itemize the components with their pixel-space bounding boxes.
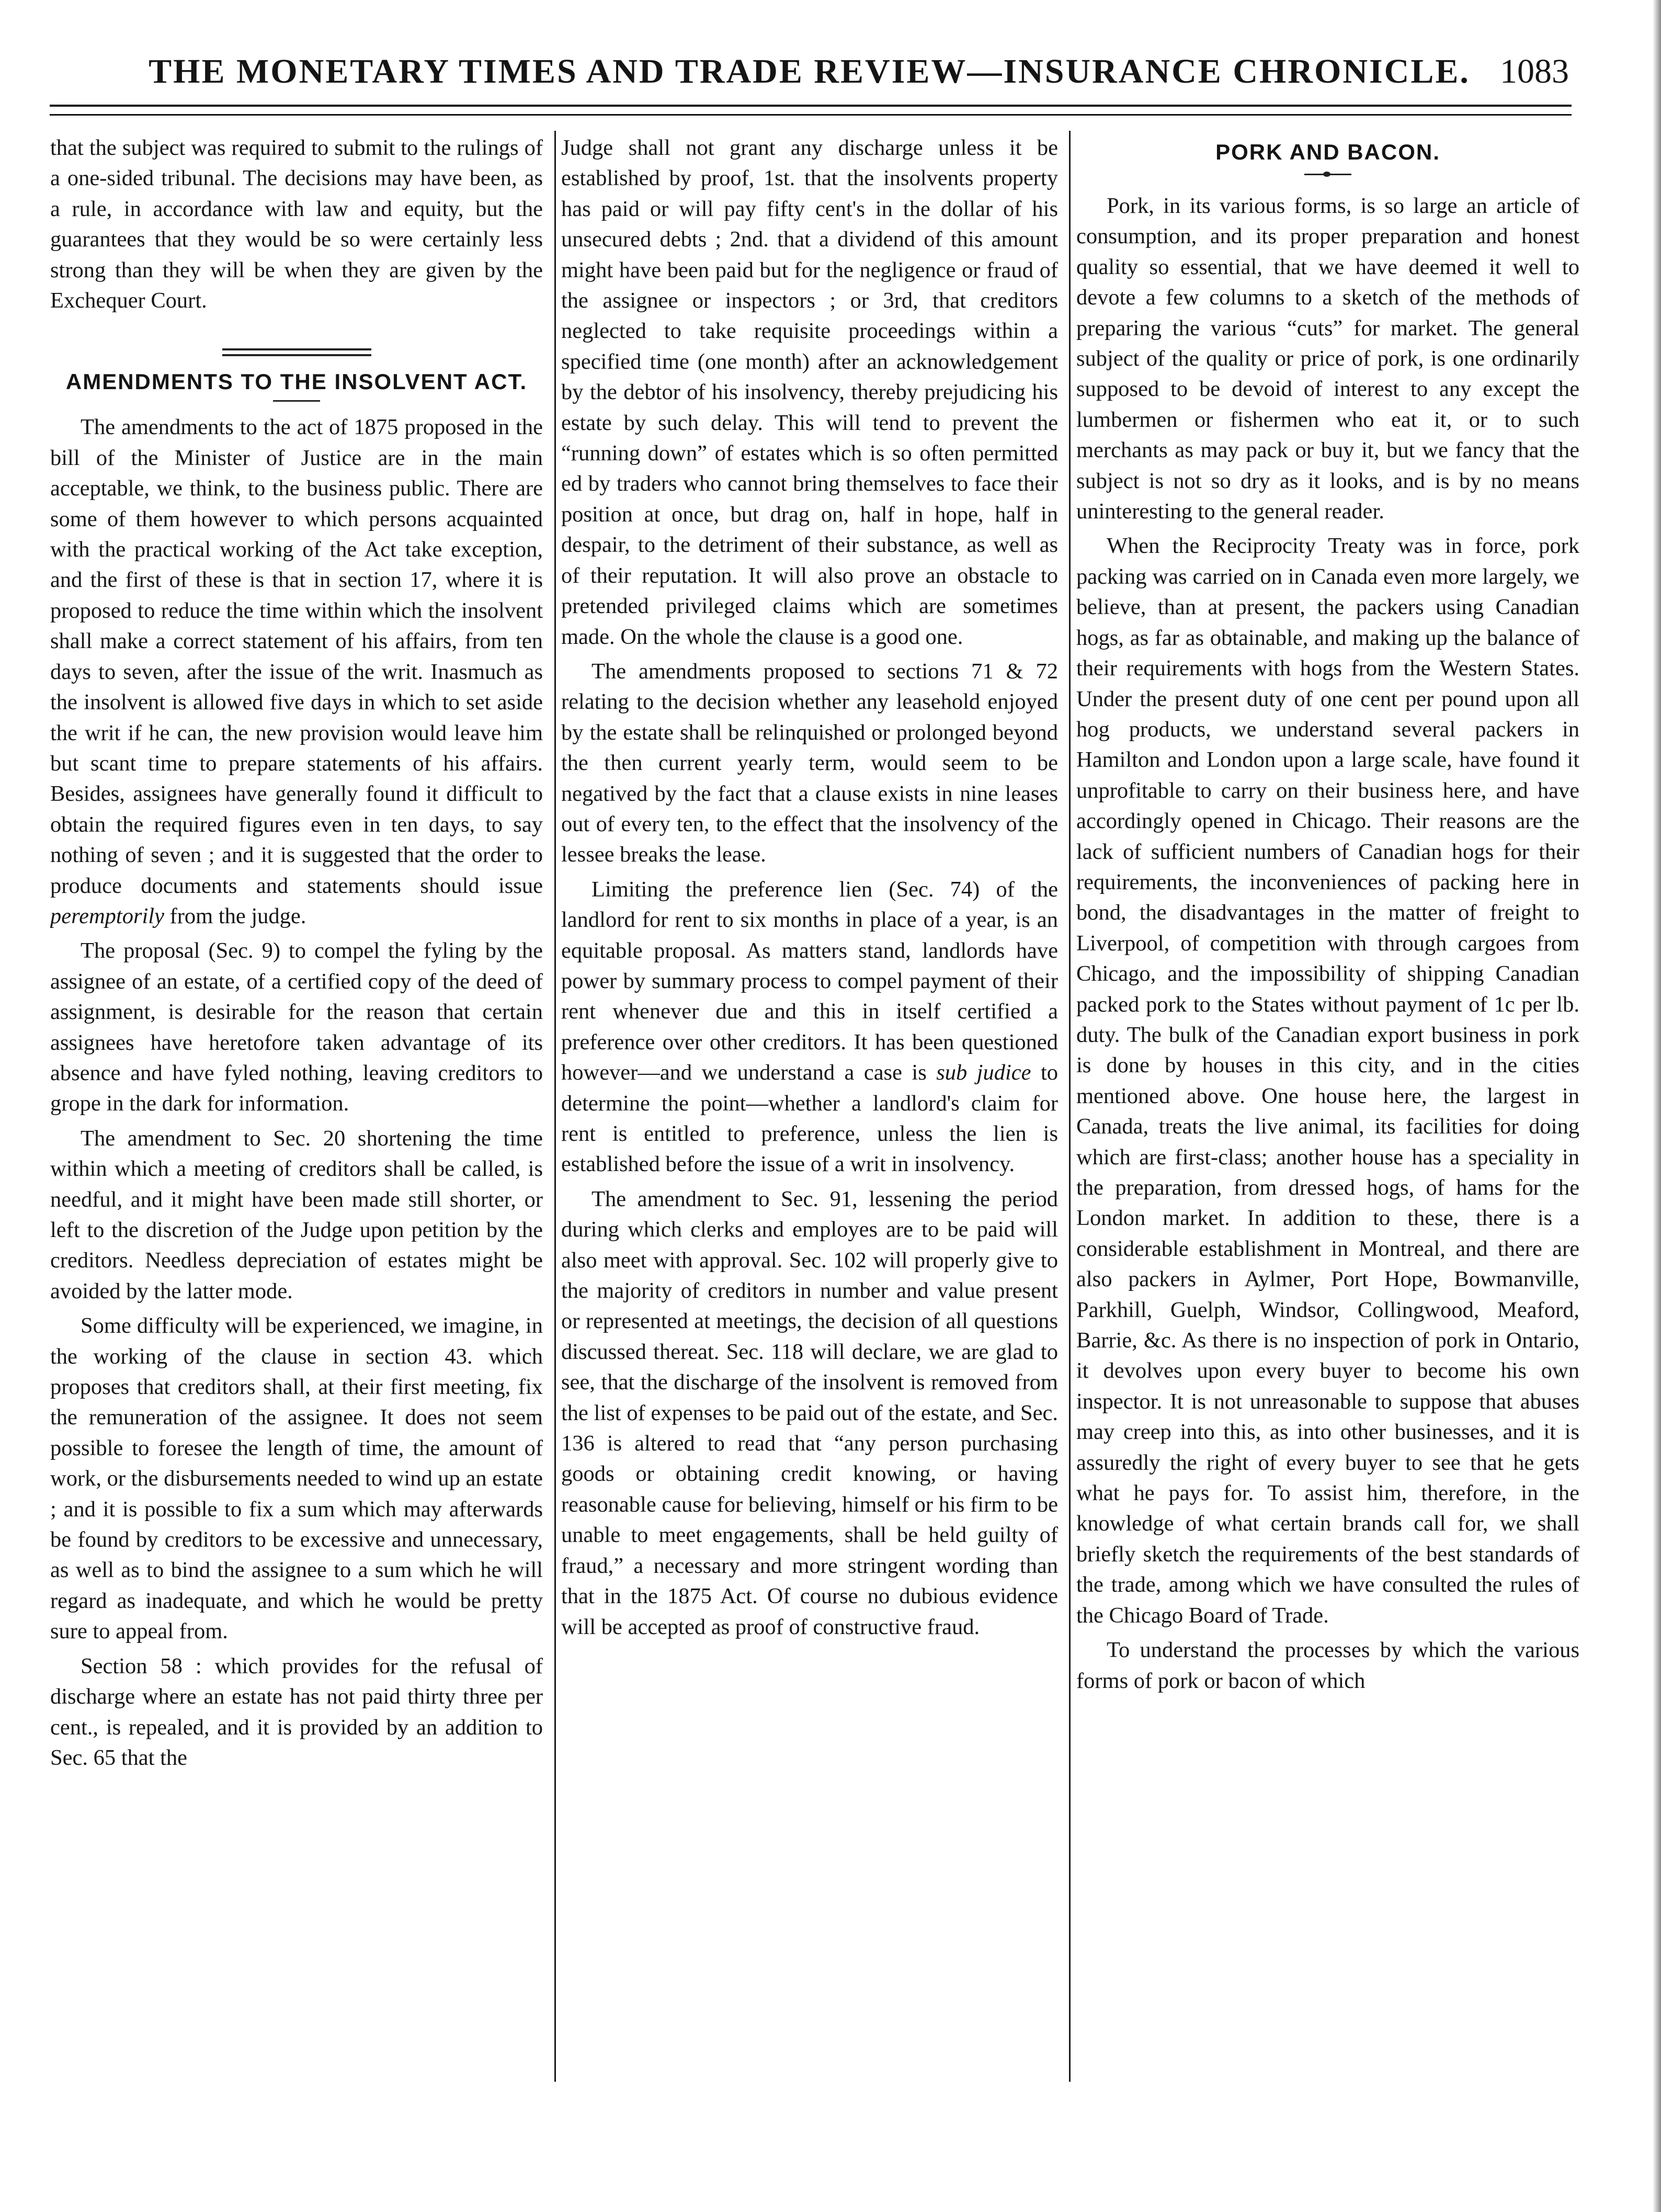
header-rule-top [50,105,1572,107]
running-title: THE MONETARY TIMES AND TRADE REVIEW—INSURANCE CHRONICLE. [149,52,1470,90]
col1-paragraph-5: Section 58 : which provides for the refusal of discharge where an estate has not paid thirty three per cent., is repealed, and it is provided by an addition to Sec. 65 that the [50,1653,543,1770]
page-number: 1083 [1500,52,1569,90]
col3-paragraph-0: Pork, in its various forms, is so large an article of consumption, and its proper preparation and honest quality so essential, that we have deemed it well to devote a few columns to a sketch of the methods of preparing the various “cuts” for market. The general subject of the quality or price of pork, is one ordinarily supposed to be devoid of interest to any except the lumbermen or fishermen who eat it, or to such merchants as may pack or buy it, but we fancy that the subject is not so dry as it looks, and is by no means uninteresting to the general reader. [1076,194,1579,524]
col1-paragraph-1-text: The amendments to the act of 1875 proposed in the bill of the Minister of Justice are in the main acceptable, we think, to the business public. There are some of them however to which persons acquainted with the practical working of the Act take exception, and the first of these is that in section 17, where it is proposed to reduce the time within which the insolvent shall make a correct statement of his affairs, from ten days to seven, after the issue of the writ. Inasmuch as the insolvent is allowed five days in which to set aside the writ if he can, the new provision would leave him but scant time to prepare statements of his affairs. Besides, assignees have generally found it difficult to obtain the required figures even in ten days, to say nothing of seven ; and it is suggested that the order to produce documents and statements should issue [50,415,543,898]
header-rule-bottom [50,114,1572,116]
page-edge-shadow [1653,0,1661,2212]
col2-paragraph-2-text: Limiting the preference lien (Sec. 74) of the landlord for rent to six months in place of a year, is an equitable proposal. As matters stand, landlords have power by summary process to compel payment of their rent whenever due and this in itself certified a preference over other creditors. It has been questioned however—and we understand a case is [561,877,1058,1085]
col1-paragraph-0: that the subject was required to submit to the rulings of a one-sided tribunal. The decisions may have been, as a rule, in accordance with law and equity, but the guarantees that they would be so were certainly less strong than they will be when they are given by the Exchequer Court. [50,135,543,313]
section-divider [222,348,371,356]
heading-dash [1304,174,1351,180]
heading-dash [273,400,320,402]
col1-paragraph-1-italic: peremptorily [50,903,164,928]
col2-paragraph-2-end: to determine the point—whether a landlord's claim for rent is entitled to preference, unless the lien is established before the issue of a writ in insolvency. [561,1060,1058,1177]
col1-paragraph-1-end: from the judge. [169,903,306,928]
column-2 [561,133,1058,2089]
column-3 [1076,133,1579,2089]
col1-paragraph-1 [50,412,543,932]
col2-paragraph-2 [561,875,1058,1180]
column-1 [50,133,543,2089]
col1-paragraph-4: Some difficulty will be experienced, we imagine, in the working of the clause in section 43. which proposes that creditors shall, at their first meeting, fix the remuneration of the assignee. It does not seem possible to foresee the length of time, the amount of work, or the disbursements needed to wind up an estate ; and it is possible to fix a sum which may afterwards be found by creditors to be excessive and unnecessary, as well as to bind the assignee to a sum which he will regard as inadequate, and which he would be pretty sure to appeal from. [50,1313,543,1644]
col2-paragraph-1: The amendments proposed to sections 71 & 72 relating to the decision whether any leasehold enjoyed by the estate shall be relinquished or prolonged beyond the then current yearly term, would seem to be negatived by the fact that a clause exists in nine leases out of every ten, to the effect that the insolvency of the lessee breaks the lease. [561,659,1058,867]
col1-paragraph-2: The proposal (Sec. 9) to compel the fyling by the assignee of an estate, of a certified copy of the deed of assignment, is desirable for the reason that certain assignees have heretofore taken advantage of its absence and have fyled nothing, leaving creditors to grope in the dark for information. [50,938,543,1116]
column-rule-2 [1069,131,1071,2082]
section-heading-pork-and-bacon: PORK AND BACON. [1215,140,1440,164]
col3-paragraph-2: To understand the processes by which the various forms of pork or bacon of which [1076,1638,1579,1693]
column-rule-1 [554,131,556,2082]
col2-paragraph-2-italic: sub judice [936,1060,1031,1085]
col2-paragraph-0: Judge shall not grant any discharge unless it be established by proof, 1st. that the insolvents property has paid or will pay fifty cent's in the dollar of his unsecured debts ; 2nd. that a dividend of this amount might have been paid but for the negligence or fraud of the assignee or inspectors ; or 3rd, that creditors neglected to take requisite proceedings within a specified time (one month) after an acknowledgement by the debtor of his insolvency, thereby prejudicing his estate by such delay. This will tend to prevent the “running down” of estates which is so often permitted ed by traders who cannot bring themselves to face their position at once, but drag on, half in hope, half in despair, to the detriment of their substance, as well as of their reputation. It will also prove an obstacle to pretended privileged claims which are sometimes made. On the whole the clause is a good one. [561,135,1058,649]
col2-paragraph-3: The amendment to Sec. 91, lessening the period during which clerks and employes are to be paid will also meet with approval. Sec. 102 will properly give to the majority of creditors in number and value present or represented at meetings, the decision of all questions discussed thereat. Sec. 118 will declare, we are glad to see, that the discharge of the insolvent is removed from the list of expenses to be paid out of the estate, and Sec. 136 is altered to read that “any person purchasing goods or obtaining credit knowing, or having reasonable cause for believing, himself or his firm to be unable to meet engagements, shall be held guilty of fraud,” a necessary and more stringent wording than that in the 1875 Act. Of course no dubious evidence will be accepted as proof of constructive fraud. [561,1186,1058,1639]
running-head [47,48,1572,95]
section-heading-insolvent-act: AMENDMENTS TO THE INSOLVENT ACT. [65,369,528,394]
col3-paragraph-1: When the Reciprocity Treaty was in force, pork packing was carried on in Canada even more largely, we believe, than at present, the packers using Canadian hogs, as far as obtainable, and making up the balance of their requirements with hogs from the Western States. Under the present duty of one cent per pound upon all hog products, we understand several packers in Hamilton and London upon a large scale, have found it unprofitable to carry on their business here, and have accordingly opened in Chicago. Their reasons are the lack of sufficient numbers of Canadian hogs for their requirements, the inconveniences of packing here in bond, the disadvantages in the matter of freight to Liverpool, of competition with through cargoes from Chicago, and the impossibility of shipping Canadian packed pork to the States without payment of 1c per lb. duty. The bulk of the Canadian export business in pork is done by houses in this city, and in the cities mentioned above. One house here, the largest in Canada, treats the live animal, its facilities for doing which are first-class; another house has a speciality in the preparation, from dressed hogs, of hams for the London market. In addition to these, there is a considerable establishment in Montreal, and there are also packers in Aylmer, Port Hope, Bowmanville, Parkhill, Guelph, Windsor, Collingwood, Meaford, Barrie, &c. As there is no inspection of pork in Ontario, it devolves upon every buyer to become his own inspector. It is not unreasonable to suppose that abuses may creep into this, as into other businesses, and it is assuredly the right of every buyer to see that he gets what he pays for. To assist him, therefore, in the knowledge of what certain brands call for, we shall briefly sketch the requirements of the best standards of the trade, among which we have consulted the rules of the Chicago Board of Trade. [1076,534,1579,1628]
col1-paragraph-3: The amendment to Sec. 20 shortening the time within which a meeting of creditors shall be called, is needful, and it might have been made still shorter, or left to the discretion of the Judge upon petition by the creditors. Needless depreciation of estates might be avoided by the latter mode. [50,1126,543,1303]
